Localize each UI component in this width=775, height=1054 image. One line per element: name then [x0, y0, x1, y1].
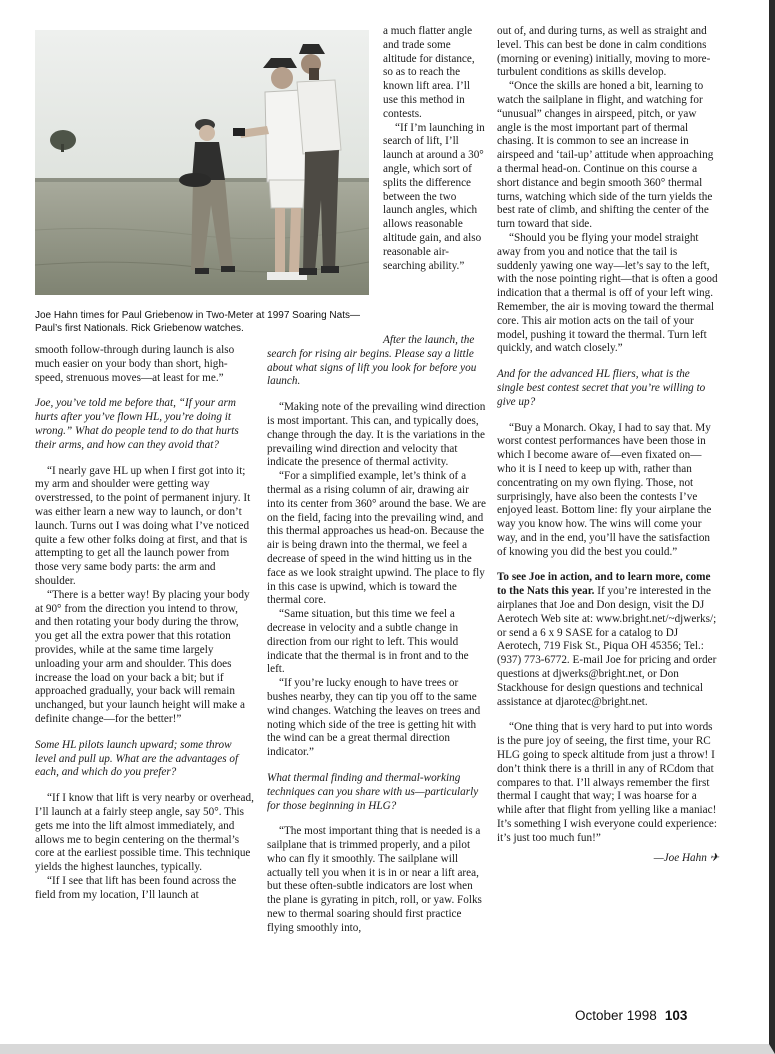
question: After the launch, the search for rising air begins. Please say a little about what signs of lift you look for before you launch.: [267, 334, 477, 388]
question: What thermal finding and thermal-working techniques can you share with us—particularly for those beginning in HLG?: [267, 771, 479, 812]
paragraph: “If you’re lucky enough to have trees or bushes nearby, they can tip you off to the same wind changes. Watching the leaves on trees and noting which side of the tree is getting hit with the wind can be a great thermal direction indicator.”: [267, 677, 481, 759]
paragraph: out of, and during turns, as well as straight and level. This can best be done in calm conditions (morning or evening) initially, moving to more-turbulent conditions as skills develop.: [497, 25, 711, 79]
paragraph: “If I’m launching in search of lift, I’ll launch at around a 30° angle, which sort of splits the difference between the two launch angles, which allows reasonable altitude gain, and also reasonable air-searching ability.”: [383, 121, 485, 272]
paragraph: “Once the skills are honed a bit, learning to watch the sailplane in flight, and watching for “unusual” changes in airspeed, pitch, or yaw angle is the most important part of thermal chasing. It is common to see an increase in airspeed and ‘tail-up’ attitude when approaching a thermal head-on. Continue on this course a short distance and begin smooth 360° thermal turns, watching which side of the turn yields the best rate of climb, and shifting the center of the turn toward that side.: [497, 80, 714, 231]
paragraph: “Buy a Monarch. Okay, I had to say that. My worst contest performances have been those in which I become aware of—even fixated on—who it is I need to keep up with, rather than concentrating on my own flying. Those, not surprisingly, have also been the contests I’ve enjoyed least. Bottom line: fly your airplane the way you know how. The wins will come your way, and in the end, you’ll have the satisfaction of knowing you did the best you could.”: [497, 421, 712, 558]
question: Joe, you’ve told me before that, “If your arm hurts after you’ve flown HL, you’re doing it wrong.” What do people tend to do that hurts their arms, and how can they avoid that?: [35, 397, 239, 451]
page-footer: [575, 1008, 725, 1023]
article-column-3: [497, 25, 719, 865]
page-number: 103: [664, 1008, 688, 1023]
question: And for the advanced HL fliers, what is the single best contest secret that you’re willing to give up?: [497, 368, 706, 408]
paragraph: “There is a better way! By placing your body at 90° from the direction you intend to throw, and then rotating your body during the throw, you get all the extra power that this rotation provides, while at the same time largely unloading your arm and shoulder. This does increase the load on your back a bit; but if approached gradually, your back will remain unchanged, but your launch height will make a definite change—for the better!”: [35, 588, 250, 725]
paragraph: “I nearly gave HL up when I first got into it; my arm and shoulder were getting way overstressed, to the point of permanent injury. It was either learn a new way to launch, or don’t launch. Turns out I was doing what I’ve noticed quite a few other folks doing at first, and that is attempting to get all the launch power from those very same body parts: the arm and shoulder.: [35, 464, 251, 587]
article-column-2-top: [383, 25, 487, 273]
paragraph: “The most important thing that is needed is a sailplane that is trimmed properly, and a pilot who can fly it smoothly. The sailplane will actually tell you when it is in or near a lift area, but these often-subtle indicators are lost when the plane is gyrating in pitch, roll, or yaw. Folks new to thermal soaring should first practice flying smoothly into,: [267, 825, 482, 934]
photo-caption: Joe Hahn times for Paul Griebenow in Two-Meter at 1997 Soaring Nats—Paul’s first Nationals. Rick Griebenow watches.: [35, 310, 360, 334]
contact-details: If you’re interested in the airplanes that Joe and Don design, visit the DJ Aerotech Web site at: www.bright.net/~djwerks/; or send a 6 x 9 SASE for a catalog to DJ Aerotech, 719 Fisk St., Piqua OH 45356; Tel.: (937) 773-6772. E-mail Joe for pricing and order questions at djwerks@bright.net, or Don Stackhouse for design questions and technical assistance at djarotec@bright.net.: [497, 585, 717, 708]
photo: [35, 30, 369, 295]
article-column-1: [35, 344, 255, 902]
paragraph: “Making note of the prevailing wind direction is most important. This can, and typically does, change through the day. It is the variations in the prevailing wind direction and velocity that indicate the presence of thermal activity.: [267, 401, 486, 469]
contact-info-paragraph: [497, 571, 719, 709]
paragraph: “One thing that is very hard to put into words is the pure joy of seeing, the first time, your RC HLG going to speck altitude from just a throw! I don’t think there is a thrill in any of RCdom that compares to that. I’ll always remember the first thermal I caught that way; I was hoarse for a while after that flight from yelling like a maniac! It’s something I wish everyone could experience: it’s just too much fun!”: [497, 721, 717, 844]
paragraph: “For a simplified example, let’s think of a thermal as a rising column of air, drawing air into its center from 360° around the base. We are on the field, facing into the prevailing wind, and this thermal approaches us head-on. Because the air is being drawn into the thermal, we feel a decrease of speed in the wind hitting us in the face as we look straight upwind. The place to fly in this case is upwind, which is toward the thermal core.: [267, 470, 486, 607]
paragraph: “If I see that lift has been found across the field from my location, I’ll launch at: [35, 874, 237, 901]
paragraph: smooth follow-through during launch is also much easier on your body than short, high-speed, strenuous moves—at least for me.”: [35, 344, 235, 384]
paragraph: a much flatter angle and trade some altitude for distance, so as to reach the known lift area. I’ll use this method in contests.: [383, 25, 475, 120]
question: Some HL pilots launch upward; some throw level and pull up. What are the advantages of each, and which do you prefer?: [35, 738, 239, 779]
paragraph: “Should you be flying your model straight away from you and notice that the tail is suddenly yawing one way—let’s say to the left, with the nose pointing right—that is often a good indication that a thermal is off of your left wing. Remember, the air is moving toward the thermal core. This air motion acts on the tail of your model, pushing it toward the thermal. Turn left quickly, and watch closely.”: [497, 231, 718, 355]
issue-date: October 1998: [575, 1008, 657, 1023]
paragraph: “If I know that lift is very nearby or overhead, I’ll launch at a fairly steep angle, say 50°. This gets me into the lift almost immediately, and allows me to begin centering on the thermal’s core at the earliest possible time. This technique yields the highest launches, typically.: [35, 792, 254, 874]
paragraph: “Same situation, but this time we feel a decrease in velocity and a subtle change in direction from our right to left. This would indicate that the thermal is in front and to the left.: [267, 608, 469, 676]
photo-image: [35, 30, 369, 295]
contact-lead: To see Joe in action, and to learn more, come to the Nats this year.: [497, 571, 711, 598]
author-signature: —Joe Hahn ✈: [653, 851, 719, 864]
article-column-2: [267, 334, 487, 936]
